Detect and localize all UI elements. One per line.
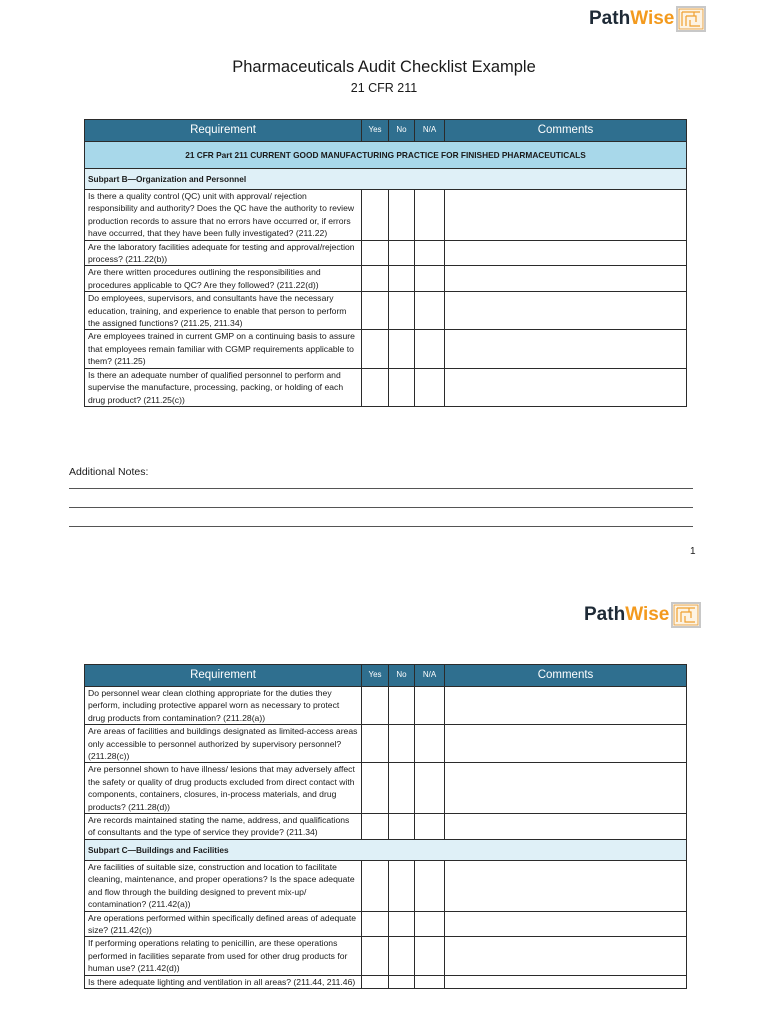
comments-cell[interactable] [445, 190, 687, 241]
table-row [85, 975, 687, 988]
table-row [85, 266, 687, 292]
comments-cell[interactable] [445, 763, 687, 814]
document-subtitle: 21 CFR 211 [350, 81, 418, 95]
yes-cell[interactable] [362, 330, 389, 368]
header-na: N/A [415, 665, 445, 687]
table-row [85, 687, 687, 725]
table-row [85, 368, 687, 406]
na-cell[interactable] [415, 368, 445, 406]
note-line[interactable] [69, 507, 693, 508]
requirement-cell: Is there a quality control (QC) unit with approval/ rejection responsibility and authority? Does the QC have the authority to review production records to assure that no errors have occurred or, if errors have occurred, that they have been fully investigated? (211.22) [85, 190, 362, 241]
na-cell[interactable] [415, 292, 445, 330]
na-cell[interactable] [415, 860, 445, 911]
yes-cell[interactable] [362, 266, 389, 292]
header-requirement: Requirement [85, 120, 362, 142]
table-row [85, 292, 687, 330]
requirement-cell: Are employees trained in current GMP on a continuing basis to assure that employees remain familiar with CGMP requirements applicable to them? (211.25) [85, 330, 362, 368]
checklist-table [84, 664, 687, 989]
requirement-cell: If performing operations relating to penicillin, are these operations performed in facilities separate from used for other drug products for human use? (211.42(d)) [85, 937, 362, 975]
table-row [85, 860, 687, 911]
no-cell[interactable] [389, 190, 415, 241]
table-row [85, 937, 687, 975]
header-no: No [389, 665, 415, 687]
requirement-cell: Are records maintained stating the name, address, and qualifications of consultants and the type of service they provide? (211.34) [85, 814, 362, 840]
no-cell[interactable] [389, 240, 415, 266]
table-row [85, 814, 687, 840]
requirement-cell: Is there adequate lighting and ventilation in all areas? (211.44, 211.46) [85, 975, 362, 988]
logo-text-path: Path [584, 604, 626, 625]
requirement-cell: Are areas of facilities and buildings designated as limited-access areas only accessible to personnel authorized by supervisory personnel? (211.28(c)) [85, 725, 362, 763]
na-cell[interactable] [415, 911, 445, 937]
logo-text-path: Path [589, 8, 631, 29]
table-row [85, 330, 687, 368]
requirement-cell: Do employees, supervisors, and consultants have the necessary education, training, and experience to enable that person to perform the assigned functions? (211.25, 211.34) [85, 292, 362, 330]
comments-cell[interactable] [445, 814, 687, 840]
no-cell[interactable] [389, 814, 415, 840]
header-requirement: Requirement [85, 665, 362, 687]
na-cell[interactable] [415, 975, 445, 988]
comments-cell[interactable] [445, 860, 687, 911]
yes-cell[interactable] [362, 240, 389, 266]
no-cell[interactable] [389, 911, 415, 937]
yes-cell[interactable] [362, 937, 389, 975]
comments-cell[interactable] [445, 368, 687, 406]
header-yes: Yes [362, 665, 389, 687]
pathwise-logo [584, 602, 701, 628]
maze-icon [671, 602, 701, 628]
additional-notes-label: Additional Notes: [69, 466, 149, 478]
requirement-cell: Are personnel shown to have illness/ lesions that may adversely affect the safety or quality of drug products excluded from direct contact with components, containers, closures, in-process materials, and drug products? (211.28(d)) [85, 763, 362, 814]
logo-text-wise: Wise [630, 8, 675, 29]
no-cell[interactable] [389, 937, 415, 975]
na-cell[interactable] [415, 937, 445, 975]
checklist-table [84, 119, 687, 407]
na-cell[interactable] [415, 814, 445, 840]
note-line[interactable] [69, 526, 693, 527]
header-comments: Comments [445, 120, 687, 142]
no-cell[interactable] [389, 368, 415, 406]
requirement-cell: Are there written procedures outlining the responsibilities and procedures applicable to QC? Are they followed? (211.22(d)) [85, 266, 362, 292]
no-cell[interactable] [389, 330, 415, 368]
table-row [85, 240, 687, 266]
comments-cell[interactable] [445, 240, 687, 266]
yes-cell[interactable] [362, 975, 389, 988]
part-heading-row [85, 142, 687, 169]
yes-cell[interactable] [362, 725, 389, 763]
no-cell[interactable] [389, 725, 415, 763]
comments-cell[interactable] [445, 975, 687, 988]
page-number: 1 [690, 546, 696, 557]
header-na: N/A [415, 120, 445, 142]
yes-cell[interactable] [362, 292, 389, 330]
no-cell[interactable] [389, 266, 415, 292]
na-cell[interactable] [415, 725, 445, 763]
na-cell[interactable] [415, 763, 445, 814]
comments-cell[interactable] [445, 687, 687, 725]
na-cell[interactable] [415, 687, 445, 725]
table-row [85, 190, 687, 241]
table-row [85, 911, 687, 937]
yes-cell[interactable] [362, 687, 389, 725]
table-row [85, 763, 687, 814]
comments-cell[interactable] [445, 725, 687, 763]
yes-cell[interactable] [362, 763, 389, 814]
part-heading: 21 CFR Part 211 CURRENT GOOD MANUFACTURING PRACTICE FOR FINISHED PHARMACEUTICALS [85, 142, 687, 169]
comments-cell[interactable] [445, 266, 687, 292]
header-comments: Comments [445, 665, 687, 687]
yes-cell[interactable] [362, 190, 389, 241]
na-cell[interactable] [415, 266, 445, 292]
subpart-c-heading: Subpart C—Buildings and Facilities [85, 839, 687, 860]
table-row [85, 725, 687, 763]
na-cell[interactable] [415, 330, 445, 368]
document-title: Pharmaceuticals Audit Checklist Example [232, 58, 536, 76]
no-cell[interactable] [389, 975, 415, 988]
requirement-cell: Are operations performed within specifically defined areas of adequate size? (211.42(c)) [85, 911, 362, 937]
no-cell[interactable] [389, 860, 415, 911]
requirement-cell: Do personnel wear clean clothing appropriate for the duties they perform, including protective apparel worn as necessary to protect drug products from contamination? (211.28(a)) [85, 687, 362, 725]
no-cell[interactable] [389, 292, 415, 330]
subpart-row [85, 169, 687, 190]
requirement-cell: Is there an adequate number of qualified personnel to perform and supervise the manufacture, processing, packing, or holding of each drug product? (211.25(c)) [85, 368, 362, 406]
no-cell[interactable] [389, 763, 415, 814]
na-cell[interactable] [415, 190, 445, 241]
yes-cell[interactable] [362, 368, 389, 406]
comments-cell[interactable] [445, 292, 687, 330]
subpart-b-heading: Subpart B—Organization and Personnel [85, 169, 687, 190]
requirement-cell: Are facilities of suitable size, construction and location to facilitate cleaning, maintenance, and proper operations? Is the space adequate and flow through the building designed to prevent mix-up/ contamination? (211.42(a)) [85, 860, 362, 911]
page-2 [0, 585, 768, 1024]
table-header-row [85, 665, 687, 687]
no-cell[interactable] [389, 687, 415, 725]
yes-cell[interactable] [362, 814, 389, 840]
pathwise-logo [589, 6, 706, 32]
comments-cell[interactable] [445, 911, 687, 937]
requirement-cell: Are the laboratory facilities adequate for testing and approval/rejection process? (211.22(b)) [85, 240, 362, 266]
na-cell[interactable] [415, 240, 445, 266]
maze-icon [676, 6, 706, 32]
yes-cell[interactable] [362, 860, 389, 911]
comments-cell[interactable] [445, 937, 687, 975]
comments-cell[interactable] [445, 330, 687, 368]
yes-cell[interactable] [362, 911, 389, 937]
subpart-row [85, 839, 687, 860]
logo-text-wise: Wise [625, 604, 670, 625]
table-header-row [85, 120, 687, 142]
note-line[interactable] [69, 488, 693, 489]
header-no: No [389, 120, 415, 142]
header-yes: Yes [362, 120, 389, 142]
